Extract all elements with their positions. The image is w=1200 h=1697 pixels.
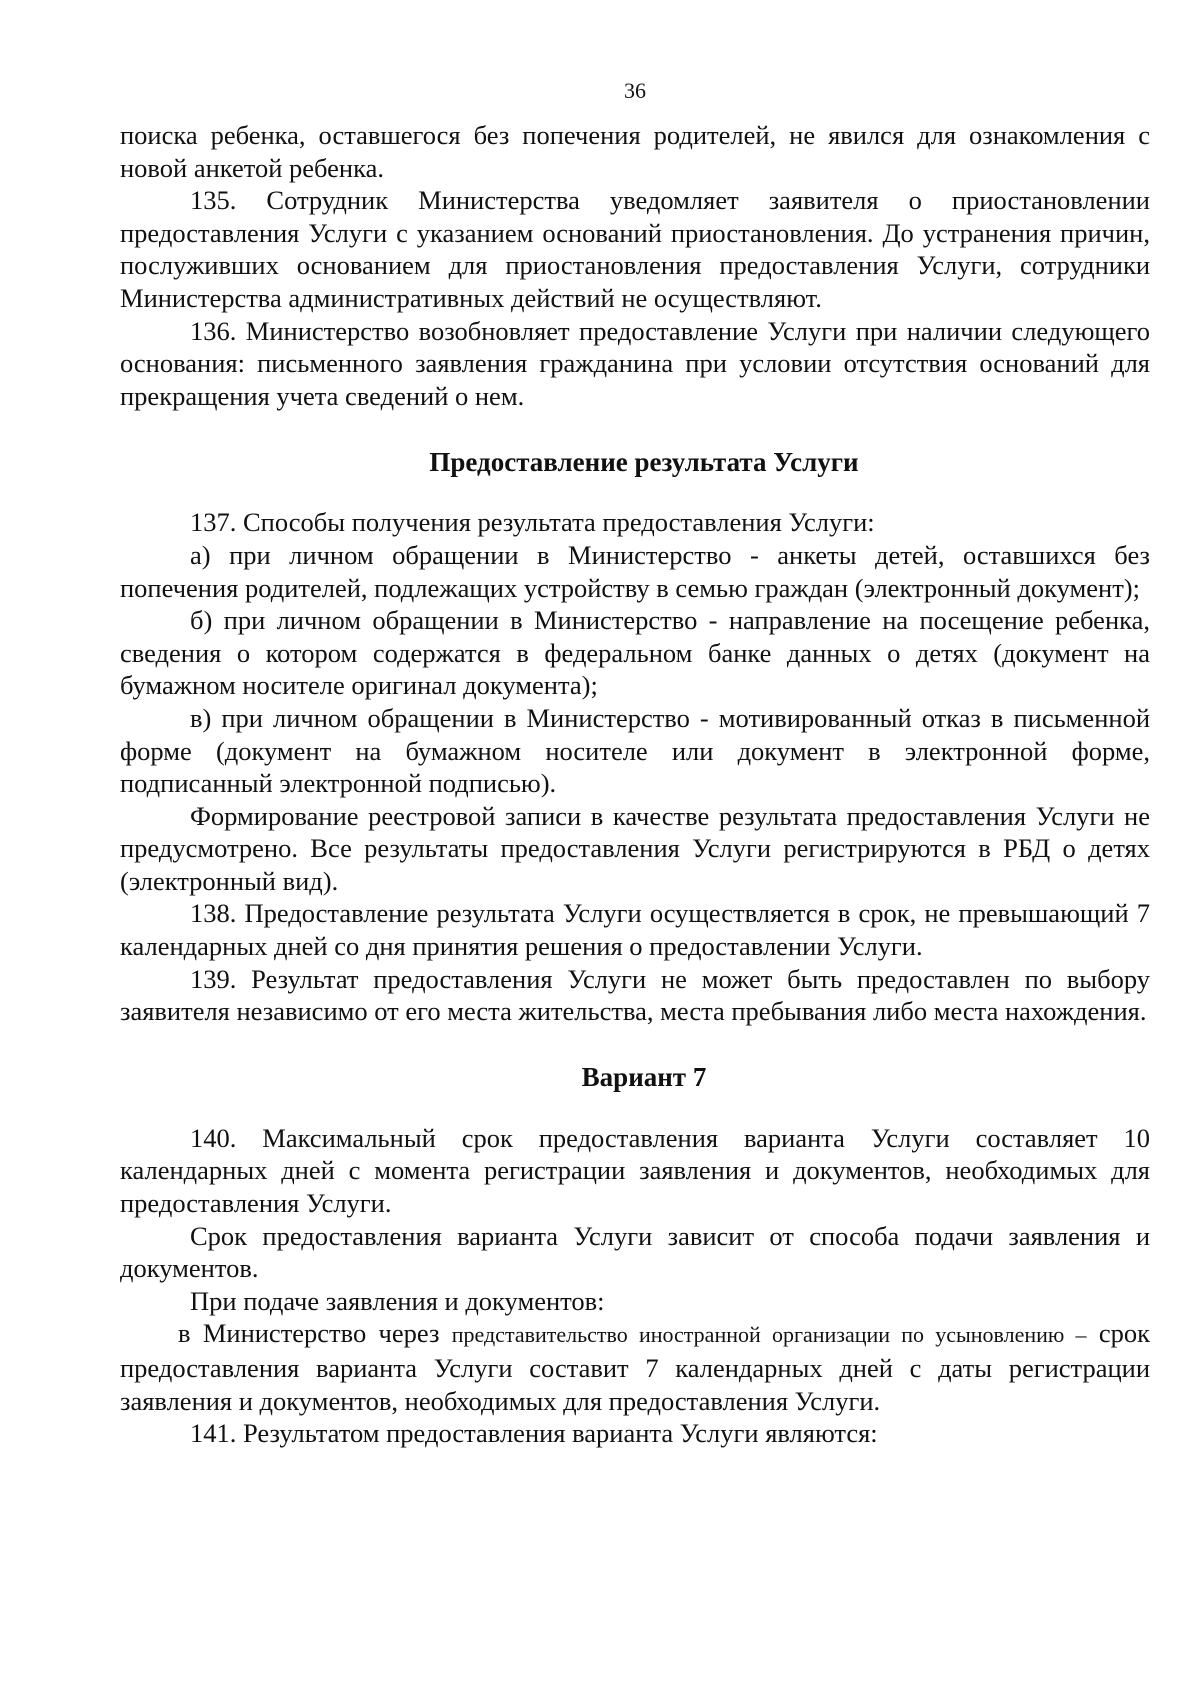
paragraph-139: 139. Результат предоставления Услуги не может быть предоставлен по выбору заявителя независимо от его места жительства, места пребывания либо места нахождения. [120, 963, 1150, 1027]
paragraph-137-a: а) при личном обращении в Министерство - анкеты детей, оставшихся без попечения родителей, подлежащих устройству в семью граждан (электронный документ); [120, 539, 1150, 603]
paragraph-continuation: поиска ребенка, оставшегося без попечения родителей, не явился для ознакомления с новой анкетой ребенка. [120, 120, 1150, 183]
paragraph-137-b: б) при личном обращении в Министерство - направление на посещение ребенка, сведения о котором содержатся в федеральном банке данных о детях (документ на бумажном носителе оригинал документа); [120, 605, 1150, 701]
page-number: 36 [624, 78, 646, 103]
paragraph-ministry-representation [120, 1317, 1150, 1417]
section-heading-wrap [120, 446, 1150, 479]
document-body [120, 119, 1150, 1450]
paragraph-registry: Формирование реестровой записи в качестве результата предоставления Услуги не предусмотрено. Все результаты предоставления Услуги регистрируются в РБД о детях (электронный вид). [120, 800, 1150, 896]
paragraph-term: Срок предоставления варианта Услуги зависит от способа подачи заявления и документов. [120, 1220, 1150, 1284]
ministry-lead-text: в Министерство через [178, 1318, 452, 1349]
section-heading-wrap-variant [120, 1061, 1150, 1094]
ministry-small-text: представительство иностранной организации по усыновлению – [451, 1322, 1087, 1348]
ministry-rest-text: срок предоставления варианта Услуги составит 7 календарных дней с даты регистрации заявления и документов, необходимых для предоставления Услуги. [120, 1318, 1150, 1416]
paragraph-138: 138. Предоставление результата Услуги осуществляется в срок, не превышающий 7 календарных дней со дня принятия решения о предоставлении Услуги. [120, 898, 1150, 962]
paragraph-137-v: в) при личном обращении в Министерство - мотивированный отказ в письменной форме (документ на бумажном носителе или документ в электронной форме, подписанный электронной подписью). [120, 702, 1150, 799]
paragraph-140: 140. Максимальный срок предоставления варианта Услуги составляет 10 календарных дней с момента регистрации заявления и документов, необходимых для предоставления Услуги. [120, 1122, 1150, 1219]
paragraph-137: 137. Способы получения результата предоставления Услуги: [190, 507, 875, 538]
paragraph-136: 136. Министерство возобновляет предоставление Услуги при наличии следующего основания: письменного заявления гражданина при условии отсутствия оснований для прекращения учета сведений о нем. [120, 315, 1150, 411]
section-heading-variant-7: Вариант 7 [581, 1061, 707, 1092]
paragraph-135: 135. Сотрудник Министерства уведомляет заявителя о приостановлении предоставления Услуги с указанием оснований приостановления. До устранения причин, послуживших основанием для приостановления предоставления Услуги, сотрудники Министерства административных действий не осуществляют. [120, 185, 1150, 313]
paragraph-141: 141. Результатом предоставления варианта Услуги являются: [190, 1418, 878, 1449]
section-heading-result: Предоставление результата Услуги [429, 447, 859, 478]
paragraph-submission: При подаче заявления и документов: [190, 1285, 605, 1316]
